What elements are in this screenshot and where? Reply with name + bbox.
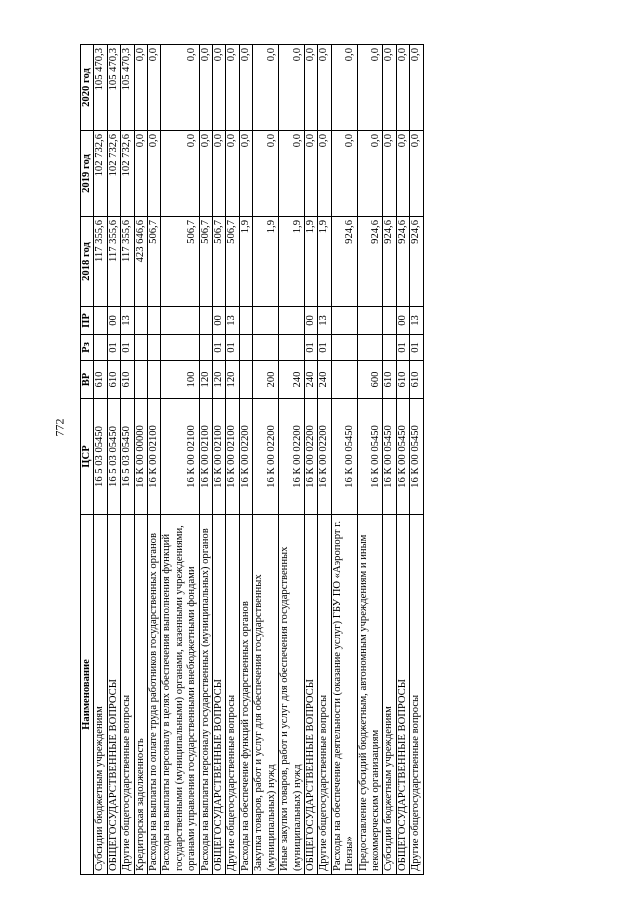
cell-csr: 16 К 00 05450: [396, 399, 409, 515]
cell-2019: 0,0: [331, 131, 357, 217]
cell-2018: 924,6: [383, 217, 396, 307]
cell-rz: 01: [121, 335, 134, 361]
cell-rz: [279, 335, 305, 361]
cell-csr: 16 5 03 05450: [121, 399, 134, 515]
cell-2018: 506,7: [213, 217, 226, 307]
cell-rz: 01: [410, 335, 423, 361]
cell-name: Иные закупки товаров, работ и услуг для обеспечения государственных (муниципальных) нужд: [279, 515, 305, 875]
cell-2019: 0,0: [410, 131, 423, 217]
cell-2019: 102 732,6: [107, 131, 120, 217]
cell-2020: 0,0: [253, 45, 279, 131]
cell-2018: 423 646,6: [134, 217, 147, 307]
cell-pr: [357, 307, 383, 335]
table-row: [121, 45, 134, 875]
cell-pr: [94, 307, 107, 335]
cell-vr: 120: [226, 361, 239, 399]
cell-name: Предоставление субсидий бюджетным, автономным учреждениям и иным некоммерческим организациям: [357, 515, 383, 875]
table-row: [304, 45, 317, 875]
budget-table: [80, 44, 424, 875]
header-pr: ПР: [81, 307, 94, 335]
table-row: [396, 45, 409, 875]
cell-2020: 105 470,3: [94, 45, 107, 131]
table-row: [383, 45, 396, 875]
cell-2020: 105 470,3: [107, 45, 120, 131]
cell-2020: 0,0: [213, 45, 226, 131]
cell-pr: [199, 307, 212, 335]
cell-pr: 13: [318, 307, 331, 335]
cell-name: ОБЩЕГОСУДАРСТВЕННЫЕ ВОПРОСЫ: [396, 515, 409, 875]
cell-2018: 506,7: [199, 217, 212, 307]
cell-rz: [331, 335, 357, 361]
cell-2020: 0,0: [396, 45, 409, 131]
cell-rz: [94, 335, 107, 361]
cell-rz: 01: [318, 335, 331, 361]
cell-name: Расходы на обеспечение функций государственных органов: [239, 515, 252, 875]
cell-csr: 16 К 00 02200: [318, 399, 331, 515]
cell-csr: 16 К 00 02100: [199, 399, 212, 515]
cell-2019: 0,0: [226, 131, 239, 217]
cell-2018: 924,6: [331, 217, 357, 307]
cell-2018: 924,6: [410, 217, 423, 307]
cell-2019: 0,0: [148, 131, 161, 217]
cell-2019: 0,0: [161, 131, 199, 217]
table-row: [94, 45, 107, 875]
cell-rz: 01: [107, 335, 120, 361]
cell-pr: 13: [410, 307, 423, 335]
cell-2020: 0,0: [331, 45, 357, 131]
table-row: [107, 45, 120, 875]
cell-vr: [134, 361, 147, 399]
cell-vr: 610: [383, 361, 396, 399]
cell-2018: 117 355,6: [94, 217, 107, 307]
cell-pr: 00: [304, 307, 317, 335]
cell-2018: 506,7: [148, 217, 161, 307]
table-row: [410, 45, 423, 875]
cell-2020: 0,0: [279, 45, 305, 131]
cell-name: ОБЩЕГОСУДАРСТВЕННЫЕ ВОПРОСЫ: [304, 515, 317, 875]
cell-2018: 924,6: [357, 217, 383, 307]
cell-2020: 0,0: [226, 45, 239, 131]
cell-vr: 610: [107, 361, 120, 399]
cell-name: Другие общегосударственные вопросы: [121, 515, 134, 875]
cell-csr: 16 К 00 02200: [304, 399, 317, 515]
cell-csr: 16 К 00 02100: [226, 399, 239, 515]
cell-2018: 1,9: [239, 217, 252, 307]
cell-2019: 0,0: [304, 131, 317, 217]
cell-pr: 00: [213, 307, 226, 335]
cell-name: Субсидии бюджетным учреждениям: [94, 515, 107, 875]
header-csr: ЦСР: [81, 399, 94, 515]
cell-2019: 0,0: [213, 131, 226, 217]
cell-name: Расходы на обеспечение деятельности (оказание услуг) ГБУ ПО «Аэропорт г. Пензы»: [331, 515, 357, 875]
cell-name: Другие общегосударственные вопросы: [318, 515, 331, 875]
page-number: 772: [52, 418, 67, 437]
cell-name: Закупка товаров, работ и услуг для обеспечения государственных (муниципальных) нужд: [253, 515, 279, 875]
cell-pr: 00: [396, 307, 409, 335]
header-name: Наименование: [81, 515, 94, 875]
cell-2018: 924,6: [396, 217, 409, 307]
cell-2018: 117 355,6: [121, 217, 134, 307]
header-rz: Рз: [81, 335, 94, 361]
cell-vr: 120: [199, 361, 212, 399]
cell-vr: 240: [318, 361, 331, 399]
cell-csr: 16 К 00 00000: [134, 399, 147, 515]
cell-2018: 1,9: [279, 217, 305, 307]
cell-name: Кредиторская задолженность: [134, 515, 147, 875]
table-row: [213, 45, 226, 875]
cell-2020: 0,0: [161, 45, 199, 131]
cell-csr: 16 К 00 02100: [148, 399, 161, 515]
table-row: [331, 45, 357, 875]
cell-csr: 16 К 00 02200: [253, 399, 279, 515]
cell-2019: 0,0: [357, 131, 383, 217]
cell-2019: 0,0: [279, 131, 305, 217]
table-row: [253, 45, 279, 875]
cell-name: Другие общегосударственные вопросы: [410, 515, 423, 875]
cell-2020: 0,0: [134, 45, 147, 131]
cell-vr: 600: [357, 361, 383, 399]
cell-2018: 1,9: [253, 217, 279, 307]
cell-2018: 1,9: [318, 217, 331, 307]
cell-2018: 506,7: [161, 217, 199, 307]
table-row: [148, 45, 161, 875]
cell-pr: [279, 307, 305, 335]
cell-vr: 200: [253, 361, 279, 399]
cell-2018: 117 355,6: [107, 217, 120, 307]
cell-2018: 506,7: [226, 217, 239, 307]
cell-vr: [239, 361, 252, 399]
rotated-page: [80, 45, 610, 875]
table-row: [199, 45, 212, 875]
cell-rz: 01: [226, 335, 239, 361]
cell-2019: 102 732,6: [121, 131, 134, 217]
cell-rz: [148, 335, 161, 361]
cell-rz: [239, 335, 252, 361]
cell-name: Расходы на выплаты персоналу государственных (муниципальных) органов: [199, 515, 212, 875]
cell-name: Субсидии бюджетным учреждениям: [383, 515, 396, 875]
cell-2020: 0,0: [383, 45, 396, 131]
cell-rz: [357, 335, 383, 361]
cell-name: Расходы на выплаты по оплате труда работников государственных органов: [148, 515, 161, 875]
cell-pr: 13: [121, 307, 134, 335]
cell-name: Другие общегосударственные вопросы: [226, 515, 239, 875]
cell-vr: 100: [161, 361, 199, 399]
table-row: [318, 45, 331, 875]
header-row: [81, 45, 94, 875]
cell-rz: 01: [304, 335, 317, 361]
header-2018: 2018 год: [81, 217, 94, 307]
cell-pr: [239, 307, 252, 335]
cell-2020: 0,0: [357, 45, 383, 131]
cell-vr: 240: [304, 361, 317, 399]
cell-2020: 105 470,3: [121, 45, 134, 131]
cell-2020: 0,0: [318, 45, 331, 131]
cell-csr: 16 5 03 05450: [107, 399, 120, 515]
cell-csr: 16 К 00 05450: [331, 399, 357, 515]
cell-csr: 16 К 00 05450: [357, 399, 383, 515]
cell-2019: 0,0: [199, 131, 212, 217]
cell-csr: 16 К 00 02200: [279, 399, 305, 515]
cell-name: ОБЩЕГОСУДАРСТВЕННЫЕ ВОПРОСЫ: [213, 515, 226, 875]
cell-pr: [161, 307, 199, 335]
header-2020: 2020 год: [81, 45, 94, 131]
table-row: [226, 45, 239, 875]
cell-rz: 01: [396, 335, 409, 361]
cell-pr: [148, 307, 161, 335]
table-row: [279, 45, 305, 875]
cell-2020: 0,0: [239, 45, 252, 131]
cell-2019: 0,0: [318, 131, 331, 217]
cell-rz: [383, 335, 396, 361]
cell-csr: 16 К 00 02100: [213, 399, 226, 515]
cell-pr: 13: [226, 307, 239, 335]
cell-2019: 102 732,6: [94, 131, 107, 217]
cell-2019: 0,0: [253, 131, 279, 217]
cell-csr: 16 К 00 05450: [383, 399, 396, 515]
cell-csr: 16 К 00 02200: [239, 399, 252, 515]
cell-csr: 16 5 03 05450: [94, 399, 107, 515]
table-row: [357, 45, 383, 875]
cell-csr: 16 К 00 05450: [410, 399, 423, 515]
cell-vr: 610: [121, 361, 134, 399]
cell-2019: 0,0: [396, 131, 409, 217]
table-row: [134, 45, 147, 875]
cell-2018: 1,9: [304, 217, 317, 307]
cell-pr: [331, 307, 357, 335]
cell-pr: [383, 307, 396, 335]
cell-rz: [199, 335, 212, 361]
header-2019: 2019 год: [81, 131, 94, 217]
cell-2019: 0,0: [134, 131, 147, 217]
cell-name: Расходы на выплаты персоналу в целях обеспечения выполнения функций государственными (муниципальными) органами, казенными учреждениями, органами управления государственными внебюджетными фондами: [161, 515, 199, 875]
cell-2019: 0,0: [239, 131, 252, 217]
cell-rz: [134, 335, 147, 361]
cell-rz: 01: [213, 335, 226, 361]
cell-vr: [148, 361, 161, 399]
cell-csr: 16 К 00 02100: [161, 399, 199, 515]
table-row: [161, 45, 199, 875]
header-vr: ВР: [81, 361, 94, 399]
cell-vr: 610: [396, 361, 409, 399]
cell-pr: [134, 307, 147, 335]
cell-vr: 610: [94, 361, 107, 399]
cell-pr: 00: [107, 307, 120, 335]
cell-2020: 0,0: [304, 45, 317, 131]
cell-vr: [331, 361, 357, 399]
cell-2020: 0,0: [199, 45, 212, 131]
cell-2019: 0,0: [383, 131, 396, 217]
cell-pr: [253, 307, 279, 335]
cell-name: ОБЩЕГОСУДАРСТВЕННЫЕ ВОПРОСЫ: [107, 515, 120, 875]
cell-rz: [253, 335, 279, 361]
cell-vr: 240: [279, 361, 305, 399]
cell-vr: 610: [410, 361, 423, 399]
cell-2020: 0,0: [148, 45, 161, 131]
cell-vr: 120: [213, 361, 226, 399]
table-row: [239, 45, 252, 875]
cell-2020: 0,0: [410, 45, 423, 131]
cell-rz: [161, 335, 199, 361]
